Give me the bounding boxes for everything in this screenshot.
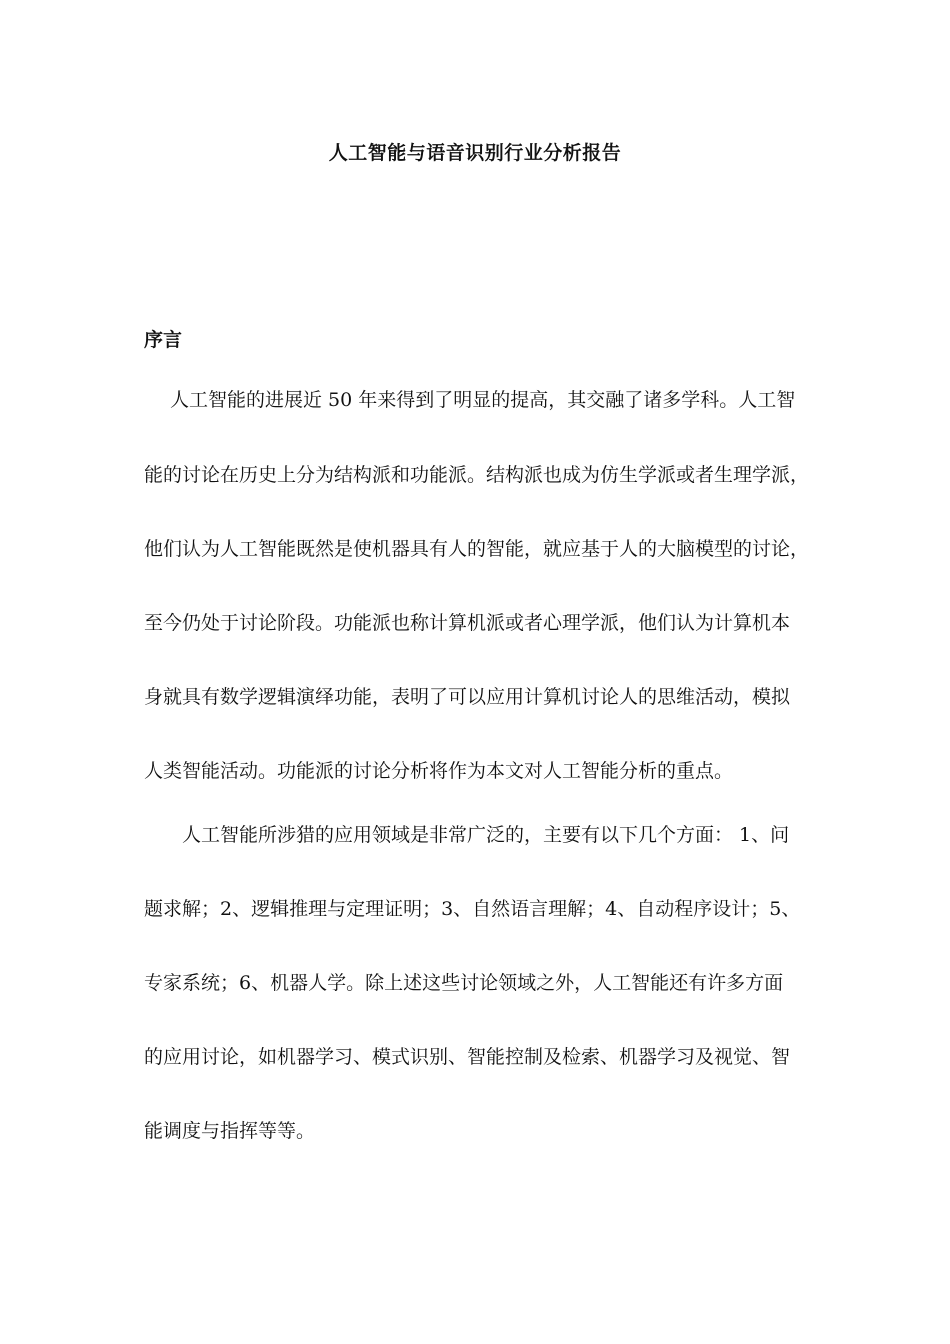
- paragraph-line: 专家系统；6、机器人学。除上述这些讨论领域之外，人工智能还有许多方面: [144, 972, 784, 994]
- paragraph-line: 的应用讨论，如机器学习、模式识别、智能控制及检索、机器学习及视觉、智: [144, 1046, 791, 1068]
- document-title: 人工智能与语音识别行业分析报告: [328, 142, 622, 164]
- section-heading-preface: 序言: [144, 329, 183, 351]
- paragraph-line: 人工智能所涉猎的应用领域是非常广泛的，主要有以下几个方面： 1、问: [182, 824, 790, 846]
- paragraph-line: 他们认为人工智能既然是使机器具有人的智能，就应基于人的大脑模型的讨论，: [144, 538, 810, 560]
- paragraph-line: 至今仍处于讨论阶段。功能派也称计算机派或者心理学派，他们认为计算机本: [144, 612, 791, 634]
- paragraph-line: 题求解；2、逻辑推理与定理证明；3、自然语言理解；4、自动程序设计；5、: [144, 898, 801, 920]
- paragraph-line: 能调度与指挥等等。: [144, 1120, 316, 1142]
- paragraph-line: 身就具有数学逻辑演绎功能，表明了可以应用计算机讨论人的思维活动，模拟: [144, 686, 791, 708]
- paragraph-line: 能的讨论在历史上分为结构派和功能派。结构派也成为仿生学派或者生理学派，: [144, 464, 810, 486]
- paragraph-line: 人类智能活动。功能派的讨论分析将作为本文对人工智能分析的重点。: [144, 760, 734, 782]
- paragraph-line: 人工智能的进展近 50 年来得到了明显的提高，其交融了诸多学科。人工智: [170, 389, 796, 411]
